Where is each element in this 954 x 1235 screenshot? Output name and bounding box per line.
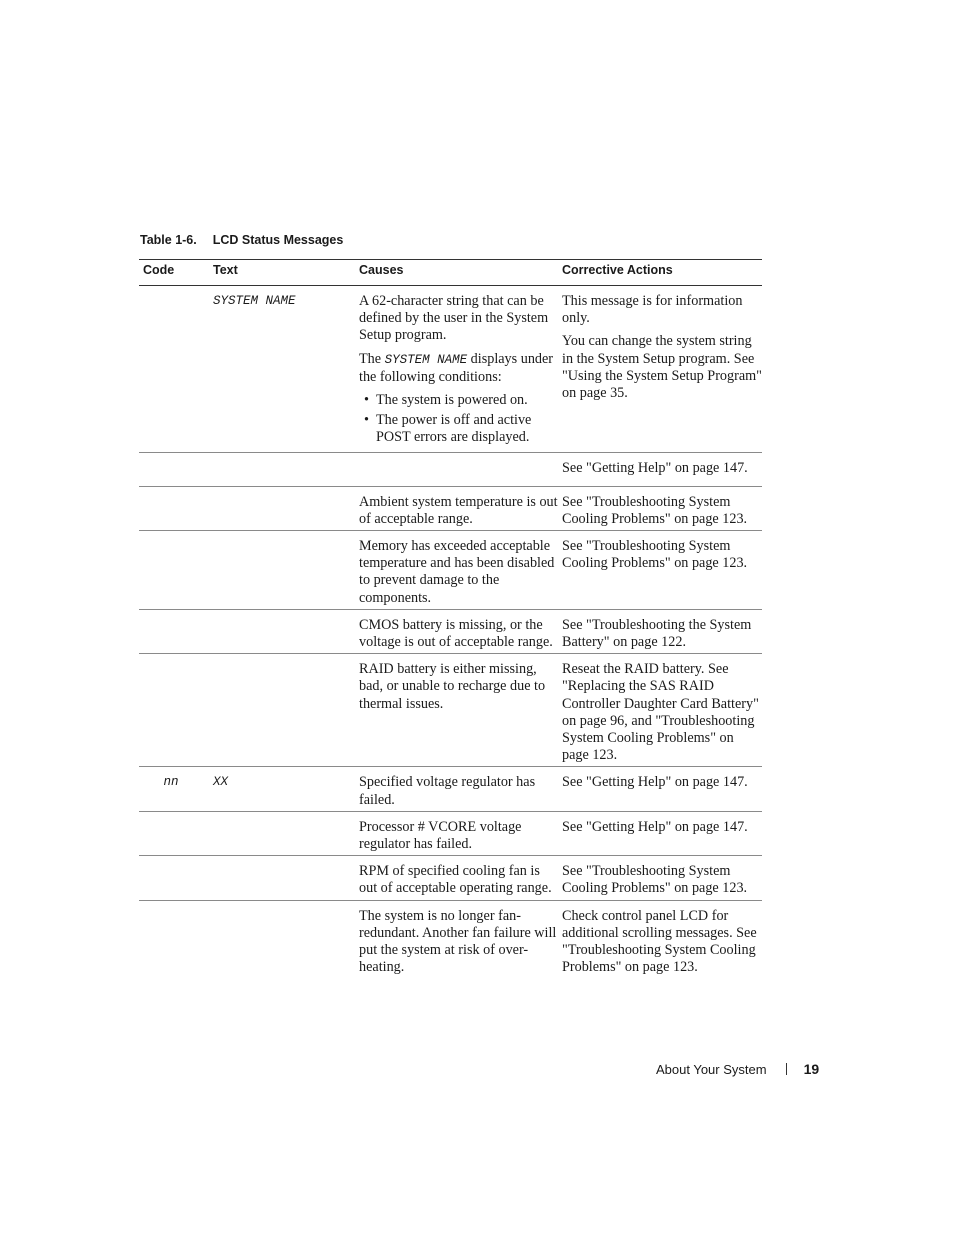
text-value (213, 453, 355, 460)
cell-causes (355, 811, 558, 855)
table-header-row (139, 260, 762, 286)
cell-causes (355, 856, 558, 900)
causes-prefix: The (359, 350, 385, 367)
actions-paragraph: This message is for information only. (562, 293, 743, 327)
text-value: SYSTEM NAME (213, 294, 296, 308)
code-value (139, 856, 209, 863)
text-value (213, 812, 355, 819)
header-causes: Causes (355, 260, 558, 286)
causes-value: The system is no longer fan-redundant. Another fan failure will put the system at risk of over-heating. (359, 907, 557, 976)
cell-code (139, 486, 209, 530)
causes-value: Processor # VCORE voltage regulator has failed. (359, 818, 522, 853)
table-number: Table 1-6. (140, 233, 197, 247)
bullet-icon: • (364, 412, 369, 429)
cell-code (139, 654, 209, 767)
cell-causes (355, 767, 558, 811)
cell-causes (355, 531, 558, 610)
text-value (213, 487, 355, 494)
text-value (213, 856, 355, 863)
cell-text (209, 900, 355, 978)
causes-value: Ambient system temperature is out of acceptable range. (359, 493, 558, 527)
cell-code (139, 900, 209, 978)
list-item (359, 392, 558, 409)
causes-paragraph-conditions (359, 351, 558, 386)
causes-suffix: displays under the following conditions: (359, 350, 554, 385)
table-caption (140, 233, 343, 247)
cell-causes (355, 452, 558, 486)
cell-text (209, 531, 355, 610)
footer-section-title: About Your System (656, 1062, 767, 1077)
cell-corrective-actions (558, 811, 762, 855)
footer-divider (786, 1063, 787, 1075)
table-row (139, 767, 762, 811)
text-value (213, 610, 355, 617)
actions-value: Check control panel LCD for additional scrolling messages. See "Troubleshooting System Cooling Problems" on page 123. (562, 907, 757, 976)
cell-text (209, 286, 355, 453)
causes-value: Memory has exceeded acceptable temperature and has been disabled to prevent damage to the components. (359, 538, 555, 606)
causes-value: CMOS battery is missing, or the voltage is out of acceptable range. (359, 616, 553, 651)
cell-text (209, 654, 355, 767)
cell-text (209, 486, 355, 530)
causes-value: RAID battery is either missing, bad, or unable to recharge due to thermal issues. (359, 661, 546, 712)
code-value (139, 901, 209, 908)
header-text: Text (209, 260, 355, 286)
table-row (139, 900, 762, 978)
cell-corrective-actions (558, 900, 762, 978)
cell-code (139, 452, 209, 486)
cell-code (139, 767, 209, 811)
list-item-text: The system is powered on. (376, 392, 528, 409)
code-value (139, 286, 209, 293)
text-value (213, 654, 355, 661)
table-title: LCD Status Messages (212, 233, 344, 247)
cell-text (209, 609, 355, 653)
table-row (139, 654, 762, 767)
cell-text (209, 811, 355, 855)
cell-code (139, 286, 209, 453)
cell-corrective-actions (558, 856, 762, 900)
cell-corrective-actions (558, 452, 762, 486)
causes-value (359, 453, 558, 460)
text-value (213, 531, 355, 538)
header-code: Code (139, 260, 209, 286)
cell-text (209, 767, 355, 811)
code-value (139, 812, 209, 819)
cell-corrective-actions (558, 654, 762, 767)
code-value (139, 453, 209, 460)
actions-paragraph: You can change the system string in the System Setup program. See "Using the System Setup Program" on page 35. (562, 333, 762, 402)
text-value (213, 901, 355, 908)
cell-code (139, 856, 209, 900)
text-value: XX (213, 775, 229, 790)
table-row (139, 609, 762, 653)
code-value (139, 610, 209, 617)
actions-value: See "Troubleshooting the System Battery" on page 122. (562, 616, 752, 651)
causes-paragraph: A 62-character string that can be defined by the user in the System Setup program. (359, 293, 549, 344)
cell-corrective-actions (558, 609, 762, 653)
cell-corrective-actions (558, 286, 762, 453)
system-name-inline: SYSTEM NAME (384, 352, 468, 367)
actions-value: See "Troubleshooting System Cooling Problems" on page 123. (562, 493, 748, 527)
table-row (139, 452, 762, 486)
cell-text (209, 856, 355, 900)
cell-causes (355, 609, 558, 653)
table-row (139, 286, 762, 453)
actions-value: See "Getting Help" on page 147. (562, 818, 748, 835)
cell-causes (355, 286, 558, 453)
cell-code (139, 531, 209, 610)
causes-value: Specified voltage regulator has failed. (359, 774, 536, 808)
table-row (139, 531, 762, 610)
list-item (359, 412, 558, 446)
actions-value: See "Getting Help" on page 147. (562, 459, 748, 476)
table-row (139, 856, 762, 900)
header-corrective-actions: Corrective Actions (558, 260, 762, 286)
list-item-text: The power is off and active POST errors are displayed. (376, 412, 532, 446)
actions-value: See "Troubleshooting System Cooling Problems" on page 123. (562, 863, 748, 897)
code-value (139, 531, 209, 538)
cell-causes (355, 486, 558, 530)
causes-value: RPM of specified cooling fan is out of acceptable operating range. (359, 863, 552, 897)
cell-code (139, 609, 209, 653)
page-number: 19 (803, 1061, 820, 1077)
lcd-status-table (139, 259, 762, 979)
actions-value: Reseat the RAID battery. See "Replacing the SAS RAID Controller Daughter Card Battery" on page 96, and "Troubleshooting System Cooling Problems" on page 123. (562, 661, 759, 764)
table-row (139, 486, 762, 530)
page-footer (656, 1061, 819, 1077)
bullet-icon: • (364, 392, 369, 409)
cell-corrective-actions (558, 486, 762, 530)
cell-corrective-actions (558, 531, 762, 610)
cell-causes (355, 900, 558, 978)
actions-value: See "Troubleshooting System Cooling Problems" on page 123. (562, 538, 748, 572)
cell-corrective-actions (558, 767, 762, 811)
code-value (139, 654, 209, 661)
code-value (139, 487, 209, 494)
cell-code (139, 811, 209, 855)
conditions-list (359, 392, 558, 447)
code-value: nn (163, 775, 179, 790)
table-row (139, 811, 762, 855)
cell-causes (355, 654, 558, 767)
actions-value: See "Getting Help" on page 147. (562, 774, 748, 791)
cell-text (209, 452, 355, 486)
